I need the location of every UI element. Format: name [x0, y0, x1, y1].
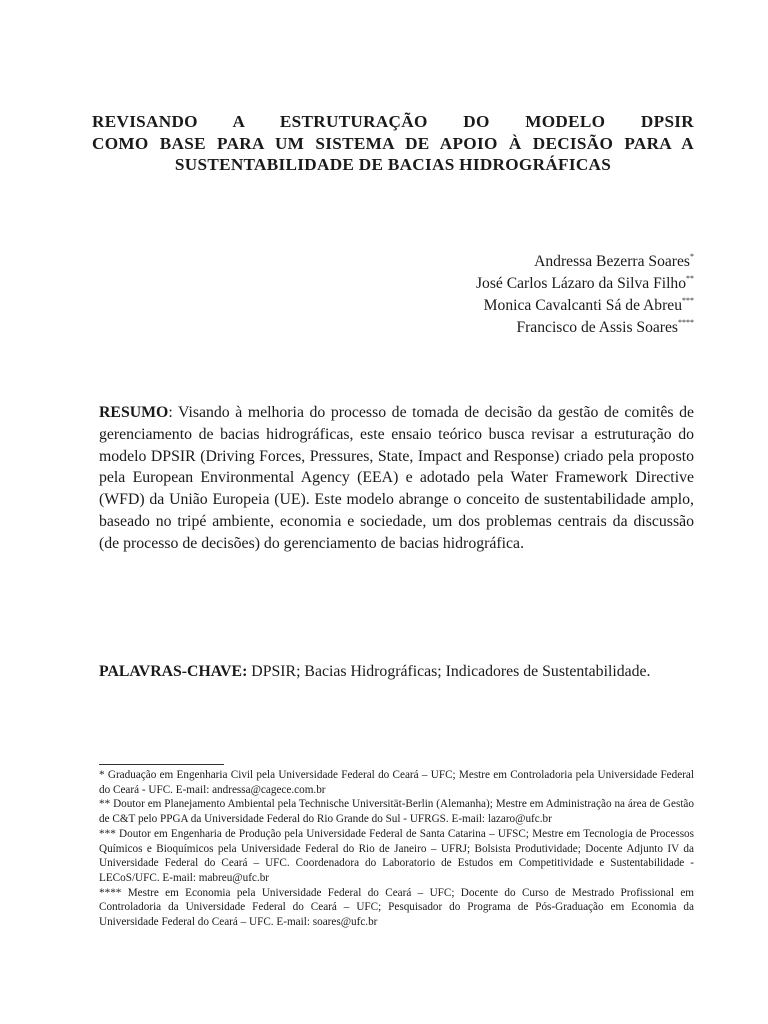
author-name: José Carlos Lázaro da Silva Filho — [475, 275, 686, 292]
author-2 — [476, 273, 694, 295]
author-1 — [476, 251, 694, 273]
keywords-label: PALAVRAS-CHAVE: — [99, 663, 248, 680]
footnote-4: **** Mestre em Economia pela Universidade Federal do Ceará – UFC; Docente do Curso de Mestrado Profissional em Controladoria da Universidade Federal do Ceará – UFC; Pesquisador do Programa de Pós-Graduação em Economia da Universidade Federal do Ceará – UFC. E-mail: soares@ufc.br — [99, 886, 694, 929]
author-footnote-mark: * — [690, 252, 694, 261]
footnote-3: *** Doutor em Engenharia de Produção pela Universidade Federal de Santa Catarina – UFSC; Mestre em Tecnologia de Processos Químicos e Bioquímicos pela Universidade Federal do Rio de Janeiro – UFRJ; Bolsista Produtividade; Docente Adjunto IV da Universidade Federal do Ceará – UFC. Coordenadora do Laboratorio de Estudos em Competitividade e Sustentabilidade - LECoS/UFC. E-mail: mabreu@ufc.br — [99, 827, 694, 884]
title-line-2: COMO BASE PARA UM SISTEMA DE APOIO À DECISÃO PARA A — [92, 133, 694, 153]
author-footnote-mark: *** — [682, 296, 694, 305]
paper-title — [92, 111, 694, 176]
footnote-2: ** Doutor em Planejamento Ambiental pela Technische Universität-Berlin (Alemanha); Mestre em Administração na área de Gestão de C&T pelo PPGA da Universidade Federal do Rio Grande do Sul - UFRGS. E-mail: lazaro@ufc.br — [99, 798, 694, 826]
abstract-label: RESUMO — [99, 404, 169, 421]
author-name: Francisco de Assis Soares — [516, 319, 678, 336]
title-line-3: SUSTENTABILIDADE DE BACIAS HIDROGRÁFICAS — [174, 155, 612, 174]
author-4 — [476, 317, 694, 339]
author-name: Andressa Bezerra Soares — [534, 253, 690, 270]
author-list — [476, 251, 694, 339]
abstract — [99, 402, 694, 555]
author-footnote-mark: ** — [686, 274, 694, 283]
keywords-text: DPSIR; Bacias Hidrográficas; Indicadores de Sustentabilidade. — [247, 663, 651, 680]
footnote-divider — [99, 764, 224, 765]
author-name: Monica Cavalcanti Sá de Abreu — [483, 297, 682, 314]
footnotes — [99, 768, 694, 930]
footnote-1: * Graduação em Engenharia Civil pela Universidade Federal do Ceará – UFC; Mestre em Controladoria pela Universidade Federal do Ceará - UFC. E-mail: andressa@cagece.com.br — [99, 769, 694, 796]
title-line-1: REVISANDO A ESTRUTURAÇÃO DO MODELO DPSIR — [92, 112, 694, 131]
author-footnote-mark: **** — [678, 318, 694, 327]
abstract-text: : Visando à melhoria do processo de tomada de decisão da gestão de comitês de gerenciamento de bacias hidrográficas, este ensaio teórico busca revisar a estruturação do modelo DPSIR (Driving Forces, Pressures, State, Impact and Response) criado pela proposto pela European Environmental Agency (EEA) e adotado pela Water Framework Directive (WFD) da União Europeia (UE). Este modelo abrange o conceito de sustentabilidade amplo, baseado no tripé ambiente, economia e sociedade, um dos problemas centrais da discussão (de processo de decisões) do gerenciamento de bacias hidrográfica. — [99, 404, 694, 552]
keywords — [99, 661, 694, 683]
author-3 — [476, 295, 694, 317]
